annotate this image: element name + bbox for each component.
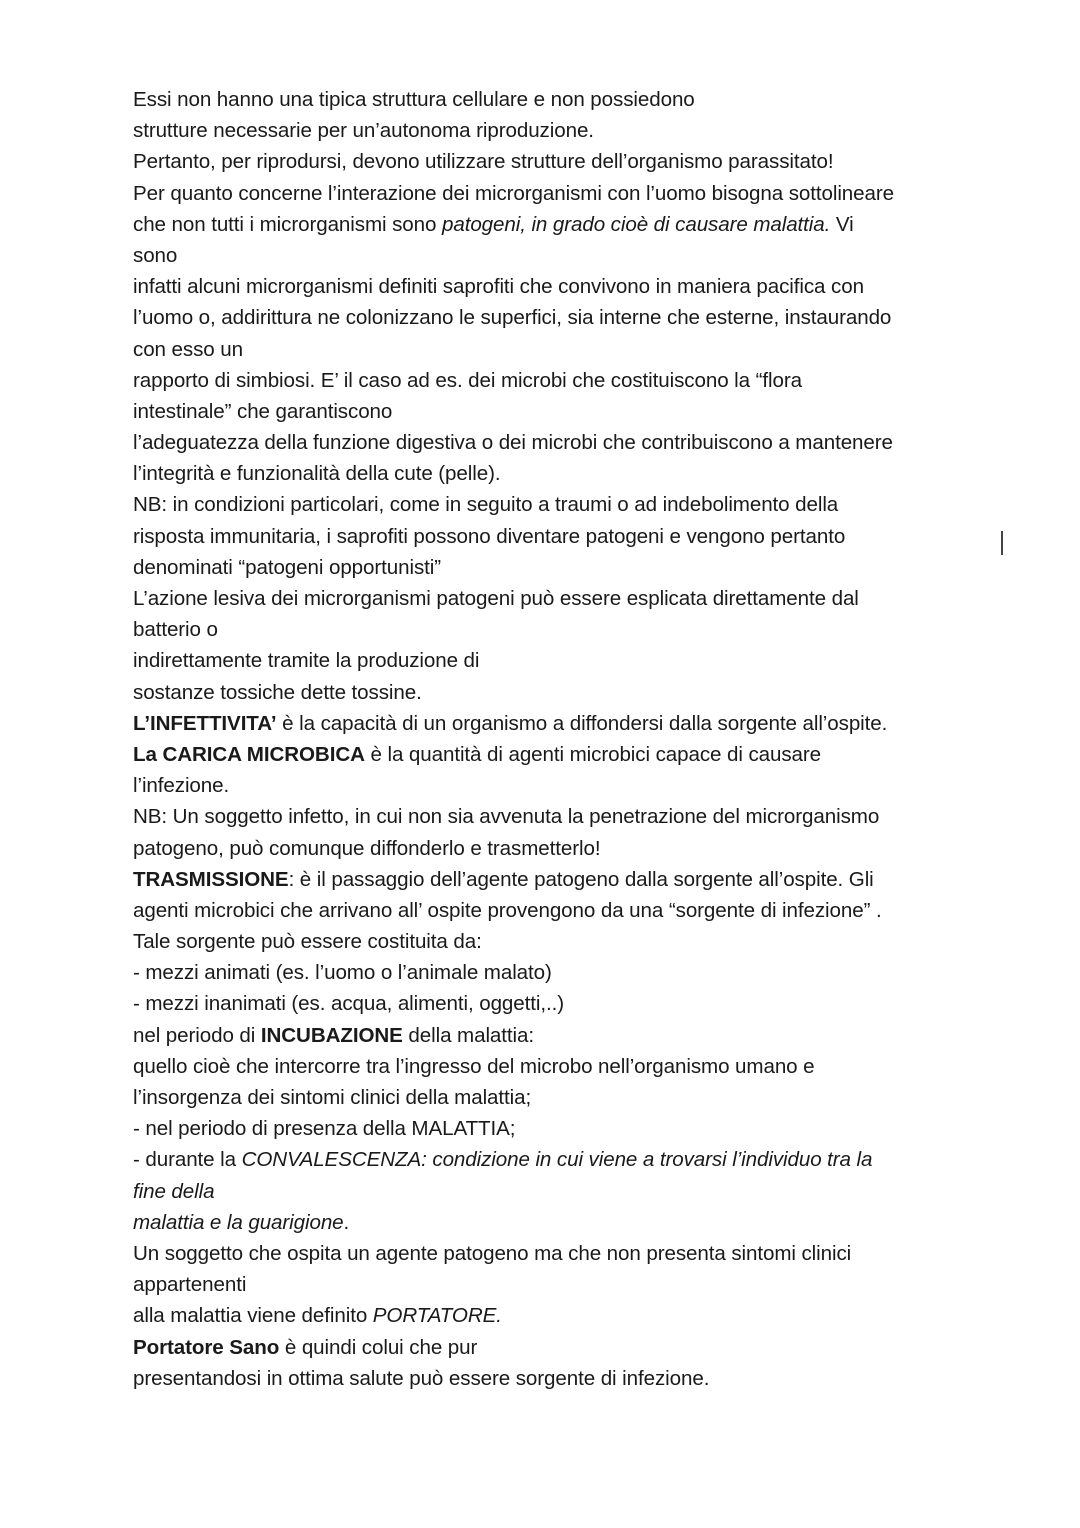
text-line — [133, 1332, 1013, 1363]
text-segment: intestinale” che garantiscono — [133, 399, 393, 423]
text-segment: indirettamente tramite la produzione di — [133, 649, 480, 673]
text-line — [133, 583, 1013, 614]
italic-text: PORTATORE. — [372, 1304, 502, 1328]
text-line — [133, 1113, 1013, 1144]
text-line — [133, 1020, 1013, 1051]
text-line — [133, 1176, 1013, 1207]
italic-text: patogeni, in grado cioè di causare malattia. — [441, 212, 831, 236]
text-segment: Pertanto, per riprodursi, devono utilizzare strutture dell’organismo parassitato! — [133, 150, 834, 174]
text-segment: l’uomo o, addirittura ne colonizzano le superfici, sia interne che esterne, instaurando — [133, 306, 892, 330]
text-line — [133, 1300, 1013, 1331]
text-line — [133, 739, 1013, 770]
text-segment: rapporto di simbiosi. E’ il caso ad es. dei microbi che costituiscono la “flora — [133, 368, 802, 392]
text-line — [133, 1363, 1013, 1394]
text-segment: l’integrità e funzionalità della cute (pelle). — [133, 462, 501, 486]
text-segment: - nel periodo di presenza della MALATTIA; — [133, 1117, 516, 1141]
text-line — [133, 146, 1013, 177]
text-segment: : è il passaggio dell’agente patogeno dalla sorgente all’ospite. Gli — [288, 867, 874, 891]
text-segment: l’infezione. — [133, 774, 230, 798]
text-segment: è la capacità di un organismo a diffondersi dalla sorgente all’ospite. — [276, 711, 888, 735]
text-line — [133, 770, 1013, 801]
text-line — [133, 489, 1013, 520]
text-segment: strutture necessarie per un’autonoma riproduzione. — [133, 119, 594, 143]
text-line — [133, 895, 1013, 926]
text-segment: Un soggetto che ospita un agente patogeno ma che non presenta sintomi clinici — [133, 1241, 852, 1265]
text-line — [133, 864, 1013, 895]
text-segment: NB: Un soggetto infetto, in cui non sia avvenuta la penetrazione del microrganismo — [133, 805, 880, 829]
text-segment: sostanze tossiche dette tossine. — [133, 680, 422, 704]
text-segment: appartenenti — [133, 1273, 247, 1297]
bold-term: L’INFETTIVITA’ — [133, 711, 277, 735]
text-segment: . — [343, 1210, 350, 1234]
text-line — [133, 988, 1013, 1019]
text-segment: che non tutti i microrganismi sono — [133, 212, 442, 236]
bold-term: TRASMISSIONE — [133, 867, 289, 891]
bold-term: INCUBAZIONE — [260, 1023, 403, 1047]
text-segment: Essi non hanno una tipica struttura cellulare e non possiedono — [133, 88, 695, 111]
text-line — [133, 645, 1013, 676]
bold-term: Portatore Sano — [133, 1335, 280, 1359]
text-segment: sono — [133, 243, 178, 267]
text-line — [133, 84, 1013, 115]
text-segment: - durante la — [133, 1148, 242, 1172]
text-line — [133, 240, 1013, 271]
text-segment: risposta immunitaria, i saprofiti possono diventare patogeni e vengono pertanto — [133, 524, 846, 548]
text-segment: Vi — [830, 212, 854, 236]
text-segment: batterio o — [133, 618, 218, 642]
text-line — [133, 1238, 1013, 1269]
text-line — [133, 396, 1013, 427]
text-segment: infatti alcuni microrganismi definiti saprofiti che convivono in maniera pacifica con — [133, 275, 864, 299]
text-segment: patogeno, può comunque diffonderlo e trasmetterlo! — [133, 836, 601, 860]
text-segment: NB: in condizioni particolari, come in seguito a traumi o ad indebolimento della — [133, 493, 839, 517]
text-segment: alla malattia viene definito — [133, 1304, 373, 1328]
text-line — [133, 209, 1013, 240]
text-line — [133, 365, 1013, 396]
text-line — [133, 801, 1013, 832]
text-line — [133, 1051, 1013, 1082]
bold-term: La CARICA MICROBICA — [133, 742, 365, 766]
text-line — [133, 614, 1013, 645]
text-segment: - mezzi animati (es. l’uomo o l’animale malato) — [133, 961, 552, 985]
text-line — [133, 552, 1013, 583]
text-segment: l’adeguatezza della funzione digestiva o dei microbi che contribuiscono a mantenere — [133, 431, 893, 455]
text-segment: è quindi colui che pur — [279, 1335, 478, 1359]
text-segment: presentandosi in ottima salute può essere sorgente di infezione. — [133, 1366, 710, 1390]
text-line — [133, 1269, 1013, 1300]
text-segment: - mezzi inanimati (es. acqua, alimenti, oggetti,..) — [133, 992, 564, 1016]
text-segment: quello cioè che intercorre tra l’ingresso del microbo nell’organismo umano e — [133, 1054, 815, 1078]
italic-text: CONVALESCENZA: condizione in cui viene a trovarsi l’individuo tra la — [241, 1148, 873, 1172]
text-segment: Per quanto concerne l’interazione dei microrganismi con l’uomo bisogna sottolineare — [133, 181, 894, 205]
text-line — [133, 271, 1013, 302]
text-segment: nel periodo di — [133, 1023, 261, 1047]
text-segment: L’azione lesiva dei microrganismi patogeni può essere esplicata direttamente dal — [133, 587, 859, 610]
text-segment: è la quantità di agenti microbici capace di causare — [364, 742, 822, 766]
text-segment: denominati “patogeni opportunisti” — [133, 555, 441, 579]
text-segment: l’insorgenza dei sintomi clinici della malattia; — [133, 1086, 532, 1109]
text-line — [133, 458, 1013, 489]
text-line — [133, 677, 1013, 708]
text-segment: con esso un — [133, 337, 243, 361]
text-line — [133, 1207, 1013, 1238]
text-line — [133, 334, 1013, 365]
text-segment: Tale sorgente può essere costituita da: — [133, 930, 482, 954]
text-line — [133, 115, 1013, 146]
text-line — [133, 957, 1013, 988]
italic-text: fine della — [133, 1179, 215, 1203]
document-body — [133, 84, 1013, 1394]
text-line — [133, 926, 1013, 957]
text-line — [133, 1144, 1013, 1175]
text-line — [133, 833, 1013, 864]
text-line — [133, 521, 1013, 552]
text-segment: agenti microbici che arrivano all’ ospite provengono da una “sorgente di infezione” . — [133, 898, 882, 922]
text-line — [133, 178, 1013, 209]
text-segment: della malattia: — [402, 1023, 534, 1047]
text-line — [133, 427, 1013, 458]
text-line — [133, 708, 1013, 739]
text-cursor-mark — [1001, 531, 1003, 555]
text-line — [133, 302, 1013, 333]
italic-text: malattia e la guarigione — [133, 1210, 344, 1234]
text-line — [133, 1082, 1013, 1113]
